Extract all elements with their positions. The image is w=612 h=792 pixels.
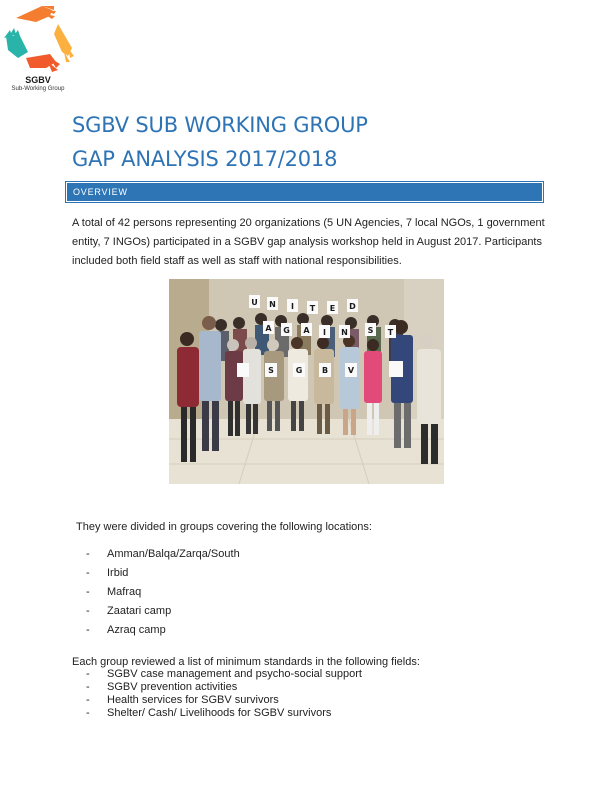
field-label: SGBV prevention activities [107,681,238,693]
list-item [86,681,362,694]
fields-intro-text: Each group reviewed a list of minimum standards in the following fields: [72,656,420,668]
svg-text:U: U [251,298,258,307]
logo-name: SGBV [25,75,51,85]
location-label: Azraq camp [107,624,166,636]
svg-text:E: E [329,304,336,313]
hands-logo-icon [2,2,74,74]
location-label: Mafraq [107,586,142,598]
svg-text:V: V [347,366,355,375]
svg-text:S: S [268,366,274,375]
location-label: Amman/Balqa/Zarqa/South [107,548,240,560]
list-item [86,668,362,681]
list-item [86,694,362,707]
svg-text:D: D [349,302,356,311]
svg-text:N: N [269,300,276,309]
overview-section-bar [66,182,543,202]
sgbv-logo [2,2,74,96]
list-item [86,583,240,602]
group-photo-illustration [169,279,444,484]
logo-hand-top [16,6,56,22]
svg-text:I: I [323,328,326,337]
svg-text:T: T [309,304,316,313]
dash-bullet: - [86,707,90,719]
dash-bullet: - [86,694,90,706]
svg-text:B: B [321,366,329,375]
logo-subtitle: Sub-Working Group [11,86,65,92]
page-title-line1: SGBV SUB WORKING GROUP [72,113,368,137]
dash-bullet: - [86,567,90,579]
dash-bullet: - [86,624,90,636]
logo-hand-right [54,24,74,62]
list-item [86,602,240,621]
svg-text:N: N [341,328,348,337]
svg-text:T: T [387,328,394,337]
dash-bullet: - [86,668,90,680]
overview-section-label: OVERVIEW [73,187,128,197]
svg-text:A: A [303,326,310,335]
locations-list [86,545,240,640]
logo-hand-left [4,28,28,58]
dash-bullet: - [86,586,90,598]
dash-bullet: - [86,548,90,560]
field-label: SGBV case management and psycho-social support [107,668,362,680]
svg-text:G: G [283,326,290,335]
field-label: Shelter/ Cash/ Livelihoods for SGBV survivors [107,707,332,719]
list-item [86,707,362,720]
intro-paragraph: A total of 42 persons representing 20 organizations (5 UN Agencies, 7 local NGOs, 1 government entity, 7 INGOs) participated in a SGBV gap analysis workshop held in August 2017. Participants included both field staff as well as staff with national responsibilities. [72,217,545,267]
location-label: Irbid [107,567,129,579]
group-photo [169,279,444,484]
fields-list [86,668,362,720]
field-label: Health services for SGBV survivors [107,694,279,706]
svg-text:I: I [291,302,294,311]
svg-text:A: A [265,324,272,333]
list-item [86,564,240,583]
groups-intro-text: They were divided in groups covering the following locations: [76,521,372,533]
list-item [86,545,240,564]
svg-text:G: G [295,366,303,375]
dash-bullet: - [86,605,90,617]
logo-hand-bottom [26,54,60,72]
page-title-line2: GAP ANALYSIS 2017/2018 [72,147,338,171]
dash-bullet: - [86,681,90,693]
list-item [86,621,240,640]
svg-text:S: S [367,326,374,335]
location-label: Zaatari camp [107,605,172,617]
